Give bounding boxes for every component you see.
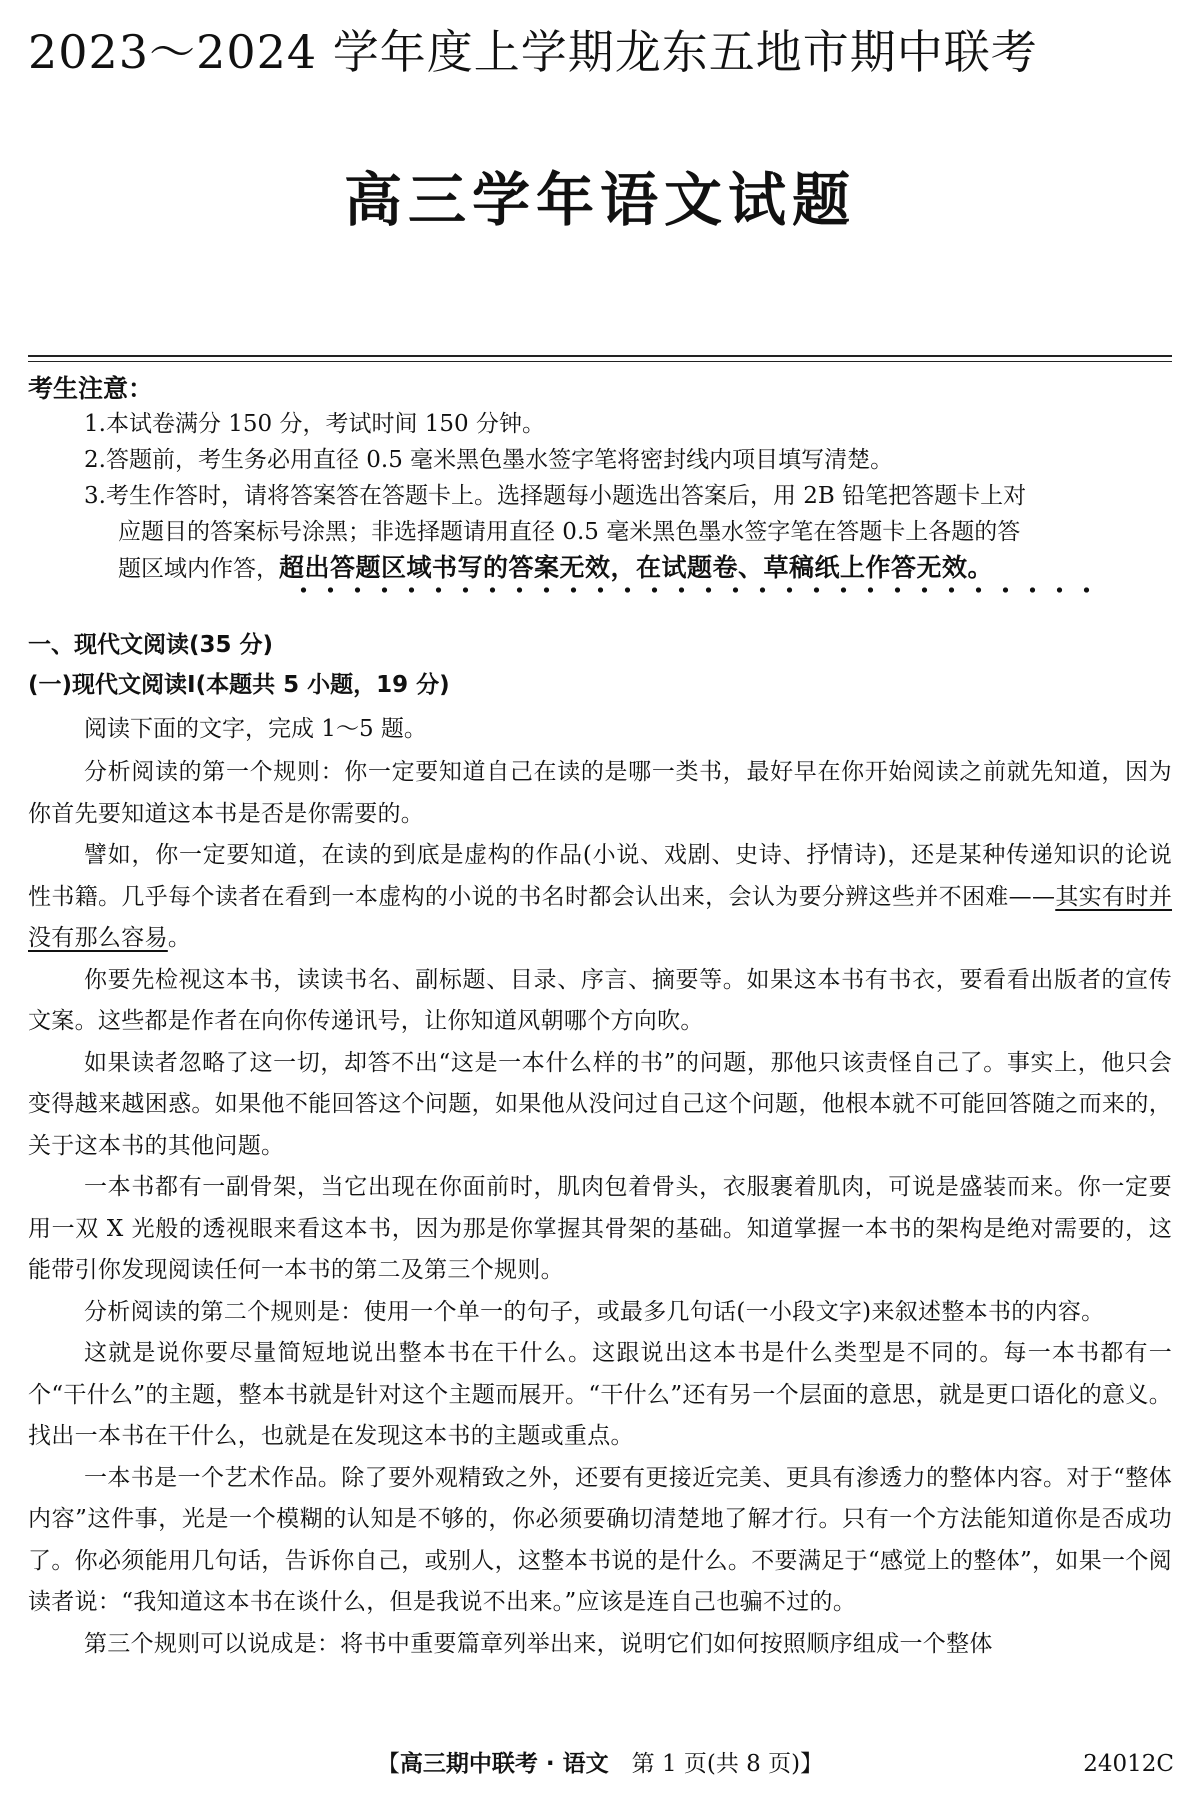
emphasis-dots	[290, 586, 1110, 594]
notice-item-3-prefix: 题区域内作答，	[118, 556, 279, 582]
footer-exam-label: 高三期中联考 · 语文	[399, 1751, 609, 1777]
notice-emphasis-text: 超出答题区域书写的答案无效，在试题卷、草稿纸上作答无效。	[279, 553, 994, 582]
passage-paragraph-8: 一本书是一个艺术作品。除了要外观精致之外，还要有更接近完美、更具有渗透力的整体内容。对于“整体内容”这件事，光是一个模糊的认知是不够的，你必须要确切清楚地了解才行。只有一个方法能知道你是否成功了。你必须能用几句话，告诉你自己，或别人，这整本书说的是什么。不要满足于“感觉上的整体”，如果一个阅读者说：“我知道这本书在谈什么，但是我说不出来。”应该是连自己也骗不过的。	[28, 1464, 1172, 1615]
divider-line-thin	[28, 361, 1172, 362]
footer-page-label: 第 1 页(共 8 页)	[631, 1751, 801, 1777]
footer-right-bracket: 】	[800, 1751, 824, 1777]
footer-page-info	[0, 1746, 1200, 1782]
footer-paper-code: 24012C	[1083, 1751, 1174, 1777]
notice-item-1: 1.本试卷满分 150 分，考试时间 150 分钟。	[84, 411, 545, 437]
passage-paragraph-6: 分析阅读的第二个规则是：使用一个单一的句子，或最多几句话(一小段文字)来叙述整本书的内容。	[84, 1298, 1105, 1325]
exam-name: 2023～2024 学年度上学期龙东五地市期中联考	[28, 25, 1038, 79]
reading-instruction: 阅读下面的文字，完成 1～5 题。	[84, 716, 427, 742]
passage-paragraph-7: 这就是说你要尽量简短地说出整本书在干什么。这跟说出这本书是什么类型是不同的。每一本书都有一个“干什么”的主题，整本书就是针对这个主题而展开。“干什么”还有另一个层面的意思，就是更口语化的意义。找出一本书在干什么，也就是在发现这本书的主题或重点。	[28, 1340, 1172, 1449]
passage-paragraph-3: 你要先检视这本书，读读书名、副标题、目录、序言、摘要等。如果这本书有书衣，要看看出版者的宣传文案。这些都是作者在向你传递讯号，让你知道风朝哪个方向吹。	[28, 966, 1172, 1034]
page-footer	[0, 1746, 1200, 1782]
notice-item-3-line-1: 3.考生作答时，请将答案答在答题卡上。选择题每小题选出答案后，用 2B 铅笔把答题卡上对	[84, 483, 1027, 509]
divider-line	[28, 355, 1172, 357]
subsection-heading: (一)现代文阅读Ⅰ(本题共 5 小题，19 分)	[28, 672, 450, 698]
passage-paragraph-4: 如果读者忽略了这一切，却答不出“这是一本什么样的书”的问题，那他只该责怪自己了。事实上，他只会变得越来越困惑。如果他不能回答这个问题，如果他从没问过自己这个问题，他根本就不可能回答随之而来的，关于这本书的其他问题。	[28, 1049, 1172, 1159]
notice-list	[84, 406, 1174, 587]
notice-heading: 考生注意：	[28, 374, 154, 403]
reading-passage	[28, 752, 1172, 1665]
notice-item-3-line-3	[84, 550, 1174, 587]
passage-paragraph-9: 第三个规则可以说成是：将书中重要篇章列举出来，说明它们如何按照顺序组成一个整体	[84, 1630, 993, 1657]
section-heading: 一、现代文阅读(35 分)	[28, 632, 274, 658]
passage-paragraph-2-end: 。	[167, 925, 192, 951]
notice-item-3-line-2: 应题目的答案标号涂黑；非选择题请用直径 0.5 毫米黑色墨水签字笔在答题卡上各题的答	[118, 519, 1021, 545]
passage-paragraph-1: 分析阅读的第一个规则：你一定要知道自己在读的是哪一类书，最好早在你开始阅读之前就先知道，因为你首先要知道这本书是否是你需要的。	[28, 759, 1172, 827]
footer-left-bracket: 【	[376, 1751, 400, 1777]
passage-paragraph-5: 一本书都有一副骨架，当它出现在你面前时，肌肉包着骨头，衣服裹着肌肉，可说是盛装而来。你一定要用一双 X 光般的透视眼来看这本书，因为那是你掌握其骨架的基础。知道掌握一本书的架构是绝对需要的，这能带引你发现阅读任何一本书的第二及第三个规则。	[28, 1174, 1172, 1283]
notice-item-2: 2.答题前，考生务必用直径 0.5 毫米黑色墨水签字笔将密封线内项目填写清楚。	[84, 447, 894, 473]
underlined-sentence: 其实有时并没有那么容易	[28, 883, 1173, 951]
passage-paragraph-2	[28, 835, 1172, 960]
passage-paragraph-2-main: 譬如，你一定要知道，在读的到底是虚构的作品(小说、戏剧、史诗、抒情诗)，还是某种传递知识的论说性书籍。几乎每个读者在看到一本虚构的小说的书名时都会认出来，会认为要分辨这些并不困难——	[28, 842, 1172, 910]
page-title: 高三学年语文试题	[343, 166, 856, 234]
